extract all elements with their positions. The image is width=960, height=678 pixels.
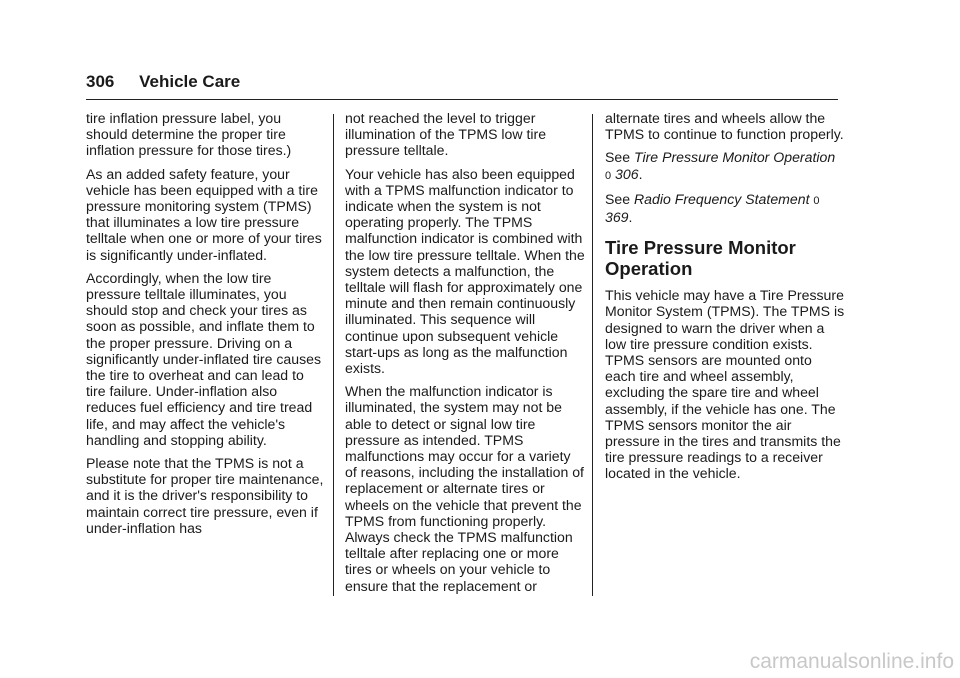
header-rule	[86, 99, 838, 100]
paragraph: Accordingly, when the low tire pressure telltale illuminates, you should stop and check your tires as soon as possible, and inflate them to the proper pressure. Driving on a significantly under-inflated tire causes the tire to overheat and can lead to tire failure. Under-inflation also reduces fuel efficiency and tire tread life, and may affect the vehicle's handling and stopping ability.	[86, 269, 322, 448]
section-heading: Tire Pressure Monitor Operation	[605, 237, 796, 280]
paragraph: As an added safety feature, your vehicle has been equipped with a tire pressure monitoring system (TPMS) that illuminates a low tire pressure telltale when one or more of your tires is significantly under-inflated.	[86, 165, 322, 263]
cross-reference: See Radio Frequency Statement 0 369.	[605, 190, 820, 226]
paragraph: tire inflation pressure label, you should determine the proper tire inflation pressure for those tires.)	[86, 110, 292, 159]
column-1	[86, 110, 326, 543]
paragraph: This vehicle may have a Tire Pressure Monitor System (TPMS). The TPMS is designed to warn the driver when a low tire pressure condition exists. TPMS sensors are mounted onto each tire and wheel assembly, excluding the spare tire and wheel assembly, if the vehicle has one. The TPMS sensors monitor the air pressure in the tires and transmits the tire pressure readings to a receiver located in the vehicle.	[605, 287, 845, 482]
column-divider	[592, 114, 593, 596]
cross-reference: See Tire Pressure Monitor Operation 0 306.	[605, 149, 836, 182]
paragraph: Your vehicle has also been equipped with a TPMS malfunction indicator to indicate when the system is not operating properly. The TPMS malfunction indicator is combined with the low tire pressure telltale. When the system detects a malfunction, the telltale will flash for approximately one minute and then remain continuously illuminated. This sequence will continue upon subsequent vehicle start-ups as long as the malfunction exists.	[345, 165, 585, 377]
xref-link[interactable]: Radio Frequency Statement	[634, 190, 810, 207]
page-number: 306	[86, 72, 115, 91]
paragraph: Please note that the TPMS is not a substitute for proper tire maintenance, and it is the driver's responsibility to maintain correct tire pressure, even if under-inflation has	[86, 455, 324, 536]
paragraph: not reached the level to trigger illumination of the TPMS low tire pressure telltale.	[345, 110, 547, 159]
column-2	[345, 110, 585, 601]
paragraph: When the malfunction indicator is illuminated, the system may not be able to detect or signal low tire pressure as intended. TPMS malfunctions may occur for a variety of reasons, including the installation of replacement or alternate tires or wheels on the vehicle that prevent the TPMS from functioning properly. Always check the TPMS malfunction telltale after replacing one or more tires or wheels on your vehicle to ensure that the replacement or	[345, 383, 584, 594]
page-ref-arrow-icon: 0	[813, 194, 820, 207]
xref-page[interactable]: 369	[605, 209, 629, 226]
xref-link[interactable]: Tire Pressure Monitor Operation	[634, 149, 836, 166]
column-divider	[333, 114, 334, 596]
chapter-title: Vehicle Care	[139, 72, 241, 91]
paragraph: alternate tires and wheels allow the TPMS to continue to function properly.	[605, 110, 844, 143]
page-header	[86, 72, 240, 92]
xref-page[interactable]: 306	[615, 165, 639, 182]
watermark: carmanualsonline.info	[749, 650, 954, 673]
page-ref-arrow-icon: 0	[605, 169, 612, 182]
column-3	[605, 110, 845, 489]
